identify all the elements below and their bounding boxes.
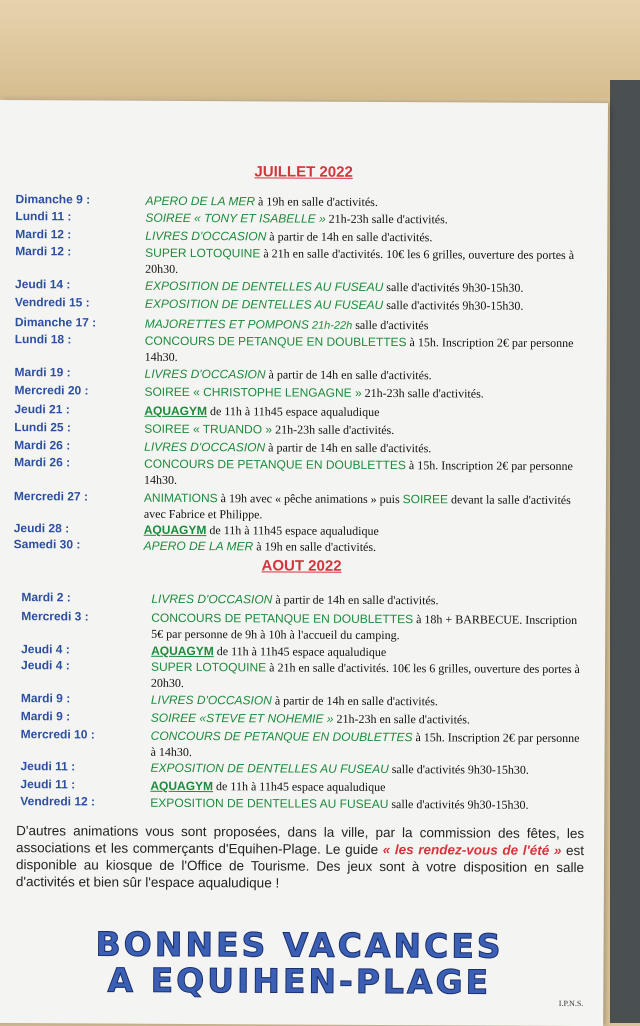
event-name: LIVRES D'OCCASION bbox=[145, 228, 267, 244]
event-name: EXPOSITION DE DENTELLES AU FUSEAU bbox=[150, 760, 389, 777]
event-day: Vendredi 15 : bbox=[14, 295, 90, 310]
event-description bbox=[145, 278, 587, 296]
event-name: SOIREE « TONY ET ISABELLE » bbox=[145, 210, 326, 226]
event-name: LIVRES D'OCCASION bbox=[144, 366, 266, 382]
event-day: Vendredi 12 : bbox=[20, 794, 96, 809]
event-day: Mercredi 27 : bbox=[13, 489, 89, 504]
event-name: APERO DE LA MER bbox=[143, 538, 254, 554]
event-name: AQUAGYM bbox=[150, 778, 214, 794]
event-name: APERO DE LA MER bbox=[145, 193, 256, 209]
event-name: CONCOURS DE PETANQUE EN DOUBLETTES bbox=[151, 610, 414, 627]
event-name: AQUAGYM bbox=[143, 522, 207, 538]
event-description bbox=[145, 210, 587, 228]
event-day: Dimanche 17 : bbox=[14, 315, 97, 330]
event-detail-secondary: devant la salle d'activités avec Fabrice et Philippe. bbox=[143, 492, 571, 522]
footer-text-2: est disponible au kiosque de l'Office de Tourisme. Des jeux sont à votre disposition en salle d'activités et bien sûr l'espace aqualudique ! bbox=[15, 842, 585, 891]
event-description bbox=[150, 778, 584, 796]
event-day: Jeudi 21 : bbox=[14, 402, 70, 417]
event-day: Mardi 12 : bbox=[15, 227, 72, 242]
event-day: Lundi 25 : bbox=[14, 420, 71, 435]
event-detail: à 21h en salle d'activités. 10€ les 6 grilles, ouverture des portes à 20h30. bbox=[145, 246, 575, 276]
event-day: Jeudi 4 : bbox=[21, 658, 70, 673]
list-item bbox=[0, 402, 598, 419]
event-description bbox=[145, 193, 587, 211]
event-day: Mardi 12 : bbox=[15, 244, 72, 259]
event-detail: salle d'activités 9h30-15h30. bbox=[388, 762, 529, 777]
event-description bbox=[150, 795, 584, 813]
event-description bbox=[144, 384, 586, 402]
event-description bbox=[151, 692, 585, 710]
footer-paragraph bbox=[16, 822, 584, 893]
event-detail: à 21h en salle d'activités. 10€ les 6 grilles, ouverture des portes à 20h30. bbox=[150, 660, 580, 690]
event-day: Lundi 11 : bbox=[15, 209, 72, 224]
event-detail: salle d'activités 9h30-15h30. bbox=[383, 280, 524, 295]
list-item bbox=[0, 590, 597, 608]
event-detail: à 15h. Inscription 2€ par personne 14h30. bbox=[143, 458, 573, 487]
event-name: LIVRES D'OCCASION bbox=[150, 692, 272, 708]
footer-text-1: D'autres animations vous sont proposées, dans la ville, par la commission des fêtes, les associations et les commerçants d'Equihen-Plage. Le guide bbox=[16, 823, 585, 858]
event-detail: de 11h à 11h45 espace aqualudique bbox=[213, 644, 387, 660]
event-detail: salle d'activités bbox=[352, 317, 429, 333]
event-description bbox=[151, 710, 585, 728]
event-description bbox=[151, 728, 585, 762]
event-day: Samedi 30 : bbox=[13, 537, 81, 552]
event-day: Mardi 26 : bbox=[14, 455, 71, 470]
event-description bbox=[145, 333, 587, 367]
list-item bbox=[0, 609, 597, 643]
event-day: Jeudi 14 : bbox=[14, 277, 71, 292]
event-detail: à 15h. Inscription 2€ par personne 14h30. bbox=[144, 335, 574, 364]
event-description bbox=[151, 610, 585, 644]
event-day: Jeudi 28 : bbox=[13, 521, 70, 536]
event-day: Jeudi 4 : bbox=[21, 642, 70, 657]
event-day: Mardi 9 : bbox=[20, 709, 71, 724]
footer-guide-name: « les rendez-vous de l'été » bbox=[382, 842, 562, 858]
event-detail: 21h-23h en salle d'activités. bbox=[333, 711, 470, 727]
event-day: Jeudi 11 : bbox=[20, 777, 76, 792]
event-description bbox=[144, 421, 586, 439]
event-name: CONCOURS DE PETANQUE EN DOUBLETTES bbox=[144, 333, 407, 350]
event-day: Dimanche 9 : bbox=[15, 192, 91, 207]
event-description bbox=[145, 366, 587, 384]
list-item bbox=[0, 192, 600, 209]
event-day: Mercredi 10 : bbox=[20, 727, 95, 742]
event-detail: 21h-23h salle d'activités. bbox=[272, 422, 395, 438]
event-description bbox=[144, 439, 586, 457]
event-name-secondary: SOIREE bbox=[402, 492, 449, 507]
july-title: JUILLET 2022 bbox=[254, 163, 353, 181]
event-detail: à 15h. Inscription 2€ par personne à 14h30. bbox=[150, 730, 580, 760]
event-detail: à 19h en salle d'activités. bbox=[255, 194, 378, 209]
event-name: LIVRES D'OCCASION bbox=[151, 591, 273, 607]
event-name: LIVRES D'OCCASION bbox=[144, 439, 266, 455]
event-name: MAJORETTES ET POMPONS bbox=[144, 316, 309, 332]
event-name: CONCOURS DE PETANQUE EN DOUBLETTES bbox=[144, 456, 406, 473]
august-title: AOUT 2022 bbox=[261, 557, 342, 575]
wall-edge bbox=[610, 80, 640, 1023]
event-description bbox=[151, 591, 585, 609]
event-detail: à 19h avec « pêche animations » puis bbox=[217, 491, 403, 507]
event-detail: à partir de 14h en salle d'activités. bbox=[271, 693, 438, 709]
event-detail: de 11h à 11h45 espace aqualudique bbox=[207, 404, 380, 419]
event-detail: à partir de 14h en salle d'activités. bbox=[272, 592, 439, 608]
event-description bbox=[151, 659, 585, 693]
event-detail: 21h-23h salle d'activités. bbox=[361, 385, 484, 401]
event-name: SUPER LOTOQUINE bbox=[145, 245, 261, 261]
event-name: SOIREE « TRUANDO » bbox=[144, 421, 273, 437]
event-description bbox=[145, 228, 587, 246]
event-day: Mercredi 3 : bbox=[21, 609, 89, 624]
event-detail: à 19h en salle d'activités. bbox=[253, 539, 377, 554]
event-detail: à partir de 14h en salle d'activités. bbox=[265, 367, 432, 383]
event-detail: salle d'activités 9h30-15h30. bbox=[383, 298, 524, 313]
ipns-mention: I.P.N.S. bbox=[558, 998, 584, 1009]
event-name: EXPOSITION DE DENTELLES AU FUSEAU bbox=[150, 795, 389, 812]
event-name: AQUAGYM bbox=[151, 643, 214, 659]
event-detail: à partir de 14h en salle d'activités. bbox=[265, 440, 432, 456]
event-hours: 21h-22h bbox=[308, 319, 353, 332]
flyer-paper bbox=[0, 100, 608, 1026]
event-detail: salle d'activités 9h30-15h30. bbox=[388, 797, 529, 812]
event-name: SUPER LOTOQUINE bbox=[150, 659, 267, 675]
event-name: SOIREE « CHRISTOPHE LENGAGNE » bbox=[144, 384, 362, 400]
event-day: Mercredi 20 : bbox=[14, 383, 89, 398]
event-detail: de 11h à 11h45 espace aqualudique bbox=[206, 523, 379, 538]
event-description bbox=[145, 296, 587, 314]
wall-background bbox=[0, 0, 640, 98]
event-day: Mardi 2 : bbox=[21, 590, 71, 605]
event-description bbox=[150, 760, 584, 778]
event-description bbox=[144, 490, 586, 524]
event-name: SOIREE «STEVE ET NOHEMIE » bbox=[150, 710, 334, 726]
event-day: Mardi 26 : bbox=[14, 438, 71, 453]
list-item bbox=[0, 315, 599, 333]
event-detail: 21h-23h salle d'activités. bbox=[325, 211, 448, 227]
event-name: ANIMATIONS bbox=[143, 490, 218, 506]
event-name: EXPOSITION DE DENTELLES AU FUSEAU bbox=[144, 278, 384, 295]
event-name: CONCOURS DE PETANQUE EN DOUBLETTES bbox=[150, 728, 413, 745]
event-detail: à partir de 14h en salle d'activités. bbox=[266, 229, 433, 245]
event-day: Lundi 18 : bbox=[14, 332, 72, 347]
event-detail: de 11h à 11h45 espace aqualudique bbox=[213, 779, 386, 795]
event-day: Mardi 9 : bbox=[20, 691, 71, 706]
event-name: EXPOSITION DE DENTELLES AU FUSEAU bbox=[144, 296, 384, 313]
event-detail: à 18h + BARBECUE. Inscription 5€ par personne de 9h à 10h à l'accueil du camping. bbox=[151, 612, 578, 643]
event-description bbox=[145, 245, 587, 279]
event-name: AQUAGYM bbox=[144, 403, 208, 419]
banner-line-1: BONNES VACANCES bbox=[95, 924, 504, 966]
event-description bbox=[144, 538, 586, 556]
event-day: Mardi 19 : bbox=[14, 365, 71, 380]
banner-line-2: A EQUIHEN-PLAGE bbox=[107, 960, 492, 1002]
event-description bbox=[144, 403, 586, 421]
event-description bbox=[144, 456, 586, 490]
event-day: Jeudi 11 : bbox=[20, 759, 76, 774]
